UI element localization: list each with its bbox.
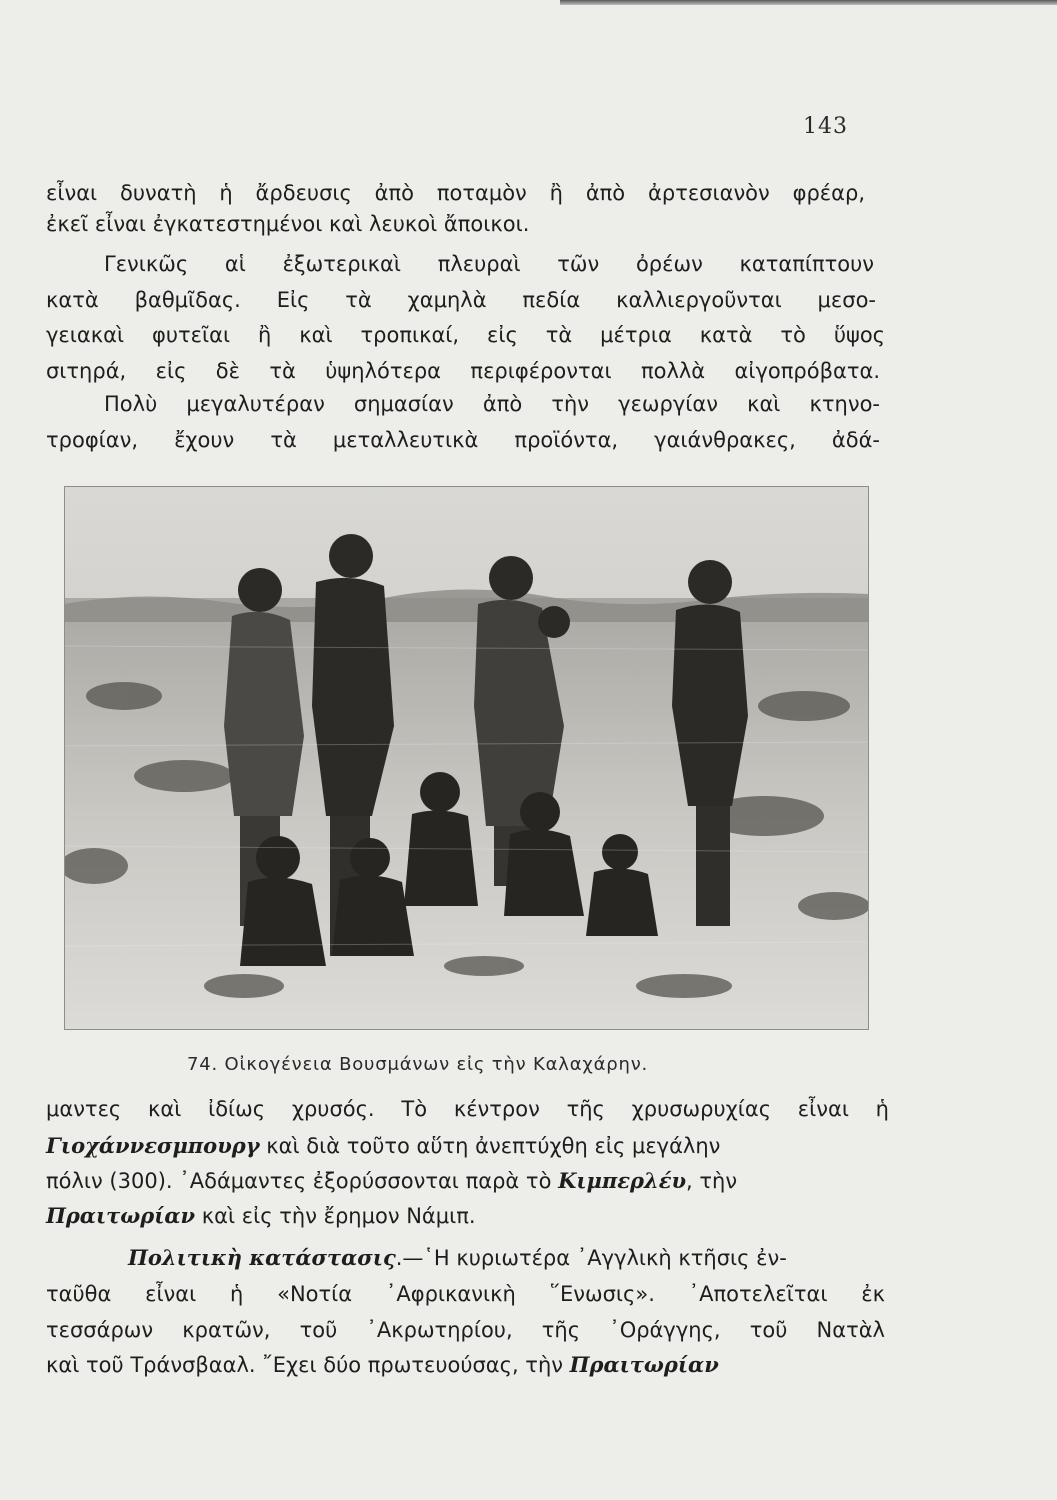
text-line	[46, 1201, 476, 1231]
place-name-kimberley: Κιμπερλέυ	[558, 1168, 687, 1193]
place-name-johannesburg: Γιοχάννεσμπουργ	[46, 1133, 260, 1158]
text-line: ταῦθα εἶναι ἡ «Νοτία ᾿Αφρικανικὴ ῞Ενωσις». ᾿Αποτελεῖται ἐκ	[46, 1282, 885, 1306]
section-heading: Πολιτικὴ κατάστασις	[128, 1245, 396, 1270]
text-line: τεσσάρων κρατῶν, τοῦ ᾿Ακρωτηρίου, τῆς ᾿Οράγγης, τοῦ Νατὰλ	[46, 1318, 885, 1342]
family-photograph	[64, 486, 869, 1030]
text-line: ἐκεῖ εἶναι ἐγκατεστημένοι καὶ λευκοὶ ἄποικοι.	[46, 212, 530, 236]
text-line: σιτηρά, εἰς δὲ τὰ ὑψηλότερα περιφέρονται πολλὰ αἰγοπρόβατα.	[46, 359, 880, 383]
place-name-pretoria: Πραιτωρίαν	[46, 1203, 196, 1228]
place-name-pretoria: Πραιτωρίαν	[569, 1352, 719, 1377]
text-line: Γενικῶς αἱ ἐξωτερικαὶ πλευραὶ τῶν ὀρέων καταπίπτουν	[104, 252, 874, 276]
text-line	[128, 1243, 787, 1273]
text-span: καὶ εἰς τὴν ἔρημον Νάμιπ.	[195, 1204, 476, 1228]
figure-caption: 74. Οἰκογένεια Βουσμάνων εἰς τὴν Καλαχάρην.	[187, 1054, 649, 1075]
text-span: πόλιν (300). ᾿Αδάμαντες ἐξορύσσονται παρὰ τὸ	[46, 1169, 559, 1193]
text-line: γειακαὶ φυτεῖαι ἢ καὶ τροπικαί, εἰς τὰ μέτρια κατὰ τὸ ὕψος	[46, 323, 885, 347]
page-edge-shadow	[560, 0, 1057, 5]
text-line: κατὰ βαθμῖδας. Εἰς τὰ χαμηλὰ πεδία καλλιεργοῦνται μεσο-	[46, 288, 876, 312]
text-line: Πολὺ μεγαλυτέραν σημασίαν ἀπὸ τὴν γεωργίαν καὶ κτηνο-	[104, 392, 880, 416]
text-line: μαντες καὶ ἰδίως χρυσός. Τὸ κέντρον τῆς χρυσωρυχίας εἶναι ἡ	[46, 1097, 889, 1121]
text-line: εἶναι δυνατὴ ἡ ἄρδευσις ἀπὸ ποταμὸν ἢ ἀπὸ ἀρτεσιανὸν φρέαρ,	[46, 181, 865, 205]
text-line	[46, 1166, 737, 1196]
text-span: καὶ διὰ τοῦτο αὕτη ἀνεπτύχθη εἰς μεγάλην	[259, 1134, 721, 1158]
text-span: .—῾Η κυριωτέρα ᾿Αγγλικὴ κτῆσις ἐν-	[395, 1246, 787, 1270]
text-span: , τὴν	[686, 1169, 738, 1193]
text-line	[46, 1350, 719, 1380]
text-span: καὶ τοῦ Τράνσβααλ. ῎Εχει δύο πρωτευούσας, τὴν	[46, 1353, 570, 1377]
text-line: τροφίαν, ἔχουν τὰ μεταλλευτικὰ προϊόντα, γαιάνθρακες, ἀδά-	[46, 428, 880, 452]
page-number: 143	[803, 114, 848, 139]
text-line	[46, 1131, 720, 1161]
